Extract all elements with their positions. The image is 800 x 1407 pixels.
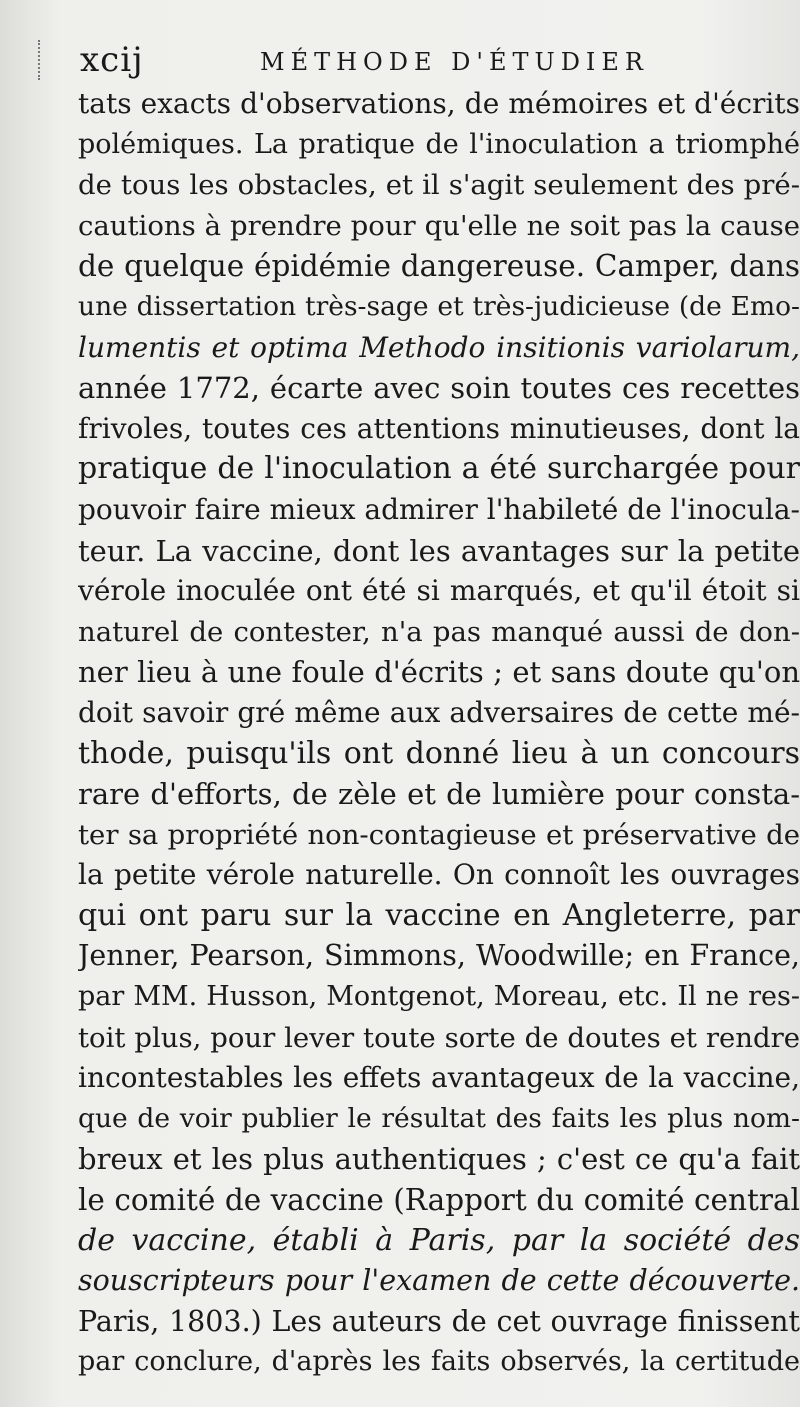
page-number: xcij <box>80 40 144 80</box>
text-line: vérole inoculée ont été si marqués, et qu'il étoit si <box>78 574 800 608</box>
page-header <box>80 40 780 90</box>
binding-margin <box>38 40 43 80</box>
text-line: la petite vérole naturelle. On connoît les ouvrages <box>78 858 800 892</box>
text-line: de vaccine, établi à Paris, par la société des <box>78 1222 800 1258</box>
text-line: pouvoir faire mieux admirer l'habileté de l'inocula- <box>78 492 800 526</box>
text-line: que de voir publier le résultat des faits les plus nom- <box>78 1102 800 1134</box>
text-line: ter sa propriété non-contagieuse et préservative de <box>78 818 800 851</box>
text-line: par MM. Husson, Montgenot, Moreau, etc. Il ne res- <box>78 981 800 1013</box>
text-line: doit savoir gré même aux adversaires de cette mé- <box>78 695 800 729</box>
text-line: rare d'efforts, de zèle et de lumière pour consta- <box>78 777 800 812</box>
text-line: naturel de contester, n'a pas manqué aussi de don- <box>78 615 800 648</box>
text-line: breux et les plus authentiques ; c'est ce qu'a fait <box>78 1142 800 1177</box>
text-line: qui ont paru sur la vaccine en Angleterre, par <box>78 897 800 933</box>
text-line: teur. La vaccine, dont les avantages sur la petite <box>78 533 800 568</box>
text-line: frivoles, toutes ces attentions minutieuses, dont la <box>78 411 800 445</box>
text-line: Paris, 1803.) Les auteurs de cet ouvrage finissent <box>78 1304 800 1338</box>
text-line: par conclure, d'après les faits observés, la certitude <box>78 1346 800 1378</box>
text-line: thode, puisqu'ils ont donné lieu à un concours <box>78 735 800 771</box>
running-head: MÉTHODE D'ÉTUDIER <box>260 48 650 76</box>
text-line: souscripteurs pour l'examen de cette découverte. <box>78 1264 800 1298</box>
text-line: ner lieu à une foule d'écrits ; et sans doute qu'on <box>78 655 800 690</box>
text-line: le comité de vaccine (Rapport du comité central <box>78 1183 800 1218</box>
text-line: tats exacts d'observations, de mémoires et d'écrits <box>78 87 800 120</box>
text-line: polémiques. La pratique de l'inoculation a triomphé <box>78 128 800 160</box>
text-line: toit plus, pour lever toute sorte de doutes et rendre <box>78 1021 800 1054</box>
text-line: de quelque épidémie dangereuse. Camper, dans <box>78 249 800 284</box>
text-line: incontestables les effets avantageux de la vaccine, <box>78 1061 800 1095</box>
body-text <box>78 84 800 1383</box>
text-line: cautions à prendre pour qu'elle ne soit pas la cause <box>78 209 800 242</box>
text-line: année 1772, écarte avec soin toutes ces recettes <box>78 371 800 406</box>
text-line: Jenner, Pearson, Simmons, Woodwille; en France, <box>78 939 800 973</box>
text-line: de tous les obstacles, et il s'agit seulement des pré- <box>78 169 800 202</box>
text-line: une dissertation très-sage et très-judicieuse (de Emo- <box>78 290 800 322</box>
text-line: lumentis et optima Methodo insitionis variolarum, <box>78 330 800 364</box>
text-line: pratique de l'inoculation a été surchargée pour <box>78 451 800 487</box>
